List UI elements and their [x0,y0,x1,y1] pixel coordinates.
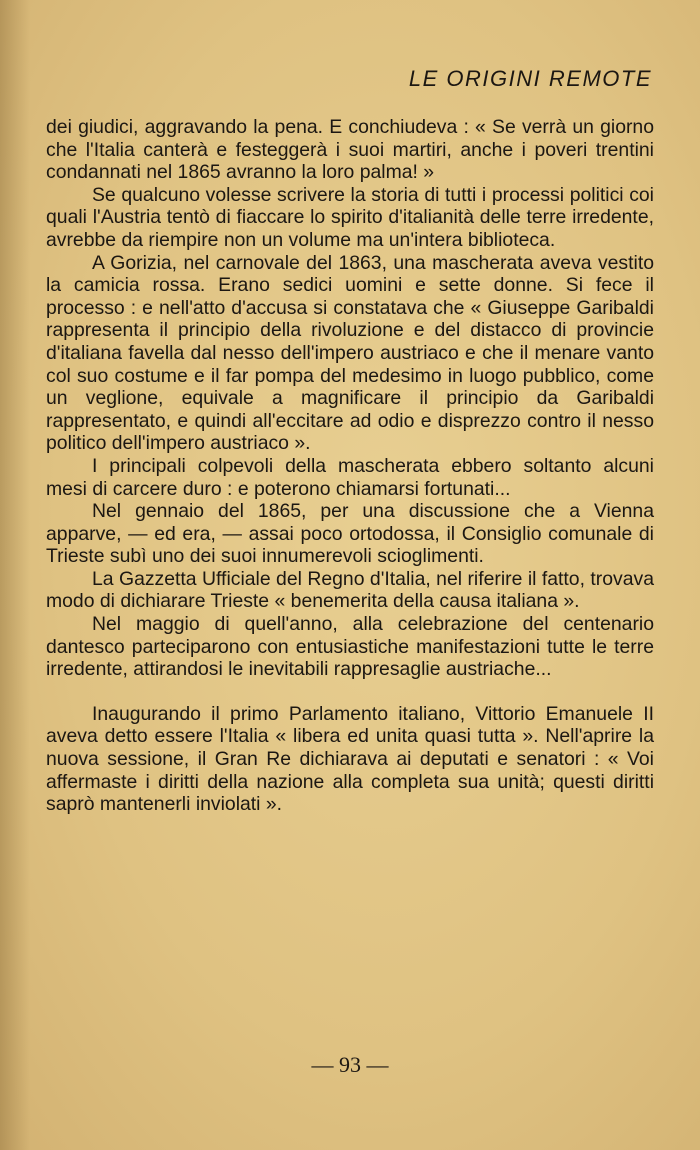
paragraph-6: La Gazzetta Ufficiale del Regno d'Italia, nel riferire il fatto, trovava modo di dichiarare Trieste « benemerita della causa italiana ». [46,567,654,613]
running-header-title: LE ORIGINI REMOTE [408,66,652,91]
paragraph-1: dei giudici, aggravando la pena. E conchiudeva : « Se verrà un giorno che l'Italia canterà e festeggerà i suoi martiri, anche i poveri trentini condannati nel 1865 avranno la loro palma! » [46,116,654,184]
paragraph-7: Nel maggio di quell'anno, alla celebrazione del centenario dantesco parteciparono con entusiastiche manifestazioni tutte le terre irredente, attirandosi le inevitabili rappresaglie austriache... [46,613,654,681]
paragraph-4: I principali colpevoli della mascherata ebbero soltanto alcuni mesi di carcere duro : e poterono chiamarsi fortunati... [46,454,654,500]
page-number: — 93 — [311,1052,389,1077]
paragraph-2: Se qualcuno volesse scrivere la storia di tutti i processi politici coi quali l'Austria tentò di fiaccare lo spirito d'italianità delle terre irredente, avrebbe da riempire non un volume ma un'intera biblioteca. [46,183,654,251]
page-edge-shadow [0,0,30,1150]
paragraph-8: Inaugurando il primo Parlamento italiano, Vittorio Emanuele II aveva detto essere l'Italia « libera ed unita quasi tutta ». Nell'aprire la nuova sessione, il Gran Re dichiarava ai deputati e senatori : « Voi affermaste i diritti della nazione alla completa sua unità; questi diritti saprò mantenerli inviolati ». [46,702,654,816]
paragraph-5: Nel gennaio del 1865, per una discussione che a Vienna apparve, — ed era, — assai poco ortodossa, il Consiglio comunale di Trieste subì uno dei suoi innumerevoli scioglimenti. [46,500,654,568]
paragraph-3: A Gorizia, nel carnovale del 1863, una mascherata aveva vestito la camicia rossa. Erano sedici uomini e sette donne. Si fece il processo : e nell'atto d'accusa si constatava che « Giuseppe Garibaldi rappresenta il principio della rivoluzione e del distacco di provincie d'italiana favella dal nesso dell'impero austriaco e che il menare vanto col suo costume e il far pompa del medesimo in luogo pubblico, come un veglione, equivale a magnificare il principio da Garibaldi rappresentato, e quindi all'eccitare ad odio e disprezzo contro il nesso politico dell'impero austriaco ». [46,251,654,455]
body-text [46,116,654,816]
